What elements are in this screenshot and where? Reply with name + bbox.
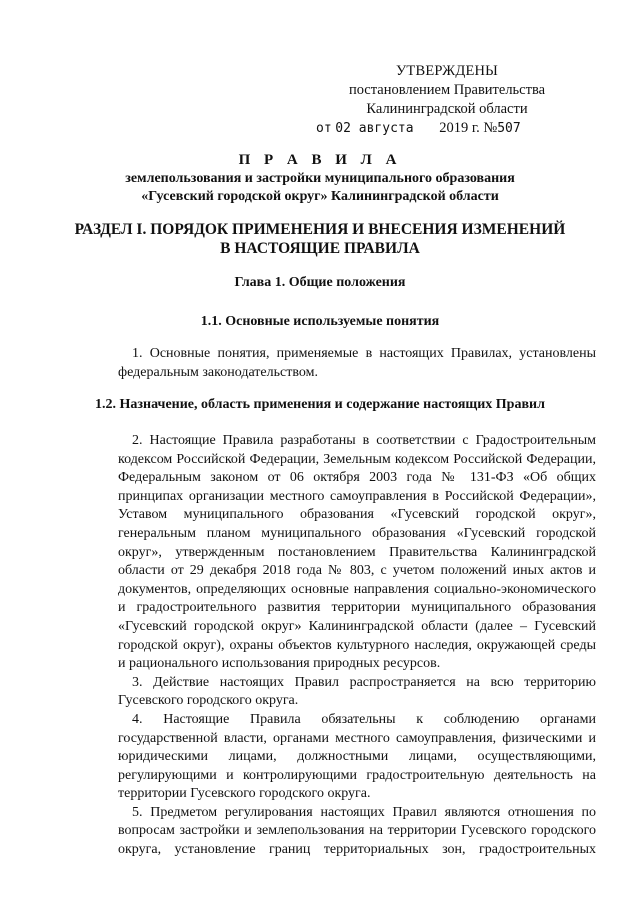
approval-date-year: 2019 г. (439, 120, 480, 136)
paragraph-2: 2. Настоящие Правила разработаны в соответствии с Градостроительным кодексом Российской Федерации, Земельным кодексом Российской Федерации, Федеральным законом от 06 октября 2003 года № 131-ФЗ «Об общих принципах организации местного самоуправления в Российской Федерации», Уставом муниципального образования «Гусевский городской округ», генеральным планом муниципального образования «Гусевский городской округ», утвержденным постановлением Правительства Калининградской области от 29 декабря 2018 года № 803, с учетом положений иных актов и документов, определяющих основные направления социально-экономического и градостроительного развития территории муниципального образования «Гусевский городской округ» Калининградской области (далее – Гусевский городской округ), охраны объектов культурного наследия, окружающей среды и рационального использования природных ресурсов. (118, 433, 596, 672)
section-heading-line-2: В НАСТОЯЩИЕ ПРАВИЛА (220, 240, 420, 257)
chapter-heading: Глава 1. Общие положения (234, 275, 406, 290)
subsection-heading-1-1: 1.1. Основные используемые понятия (200, 314, 440, 329)
approval-date-prefix: от (316, 121, 332, 136)
approval-date-line (316, 119, 572, 138)
subsection-1-1-body (118, 345, 596, 382)
approval-heading: УТВЕРЖДЕНЫ (395, 63, 499, 79)
paragraph-3: 3. Действие настоящих Правил распространяется на всю территорию Гусевского городского округа. (118, 674, 596, 709)
paragraph-1: 1. Основные понятия, применяемые в настоящих Правилах, установлены федеральным законодательством. (118, 346, 596, 380)
approval-number-sign: № (483, 120, 498, 136)
approval-line-1: постановлением Правительства (348, 82, 546, 98)
approval-number: 507 (497, 121, 521, 136)
approval-date-day-month: 02 августа (335, 121, 414, 136)
subsection-1-2-body (118, 432, 596, 860)
document-subtitle-line-1: землепользования и застройки муниципального образования (125, 171, 515, 186)
section-heading-line-1: РАЗДЕЛ I. ПОРЯДОК ПРИМЕНЕНИЯ И ВНЕСЕНИЯ ИЗМЕНЕНИЙ (74, 221, 566, 238)
approval-stamp (316, 62, 572, 138)
approval-line-2: Калининградской области (366, 101, 528, 117)
document-title: П Р А В И Л А (238, 152, 402, 168)
paragraph-5: 5. Предметом регулирования настоящих Правил являются отношения по вопросам застройки и землепользования на территории Гусевского городского округа, установление границ территориальных зон, градостроительных (118, 804, 596, 858)
subsection-heading-1-2: 1.2. Назначение, область применения и содержание настоящих Правил (95, 397, 545, 412)
document-subtitle-line-2: «Гусевский городской округ» Калининградской области (141, 189, 499, 204)
paragraph-4: 4. Настоящие Правила обязательны к соблюдению органами государственной власти, органами местного самоуправления, физическими и юридическими лицами, должностными лицами, осуществляющими, регулирующими и контролирующими градостроительную деятельность на территории Гусевского городского округа. (118, 711, 596, 802)
